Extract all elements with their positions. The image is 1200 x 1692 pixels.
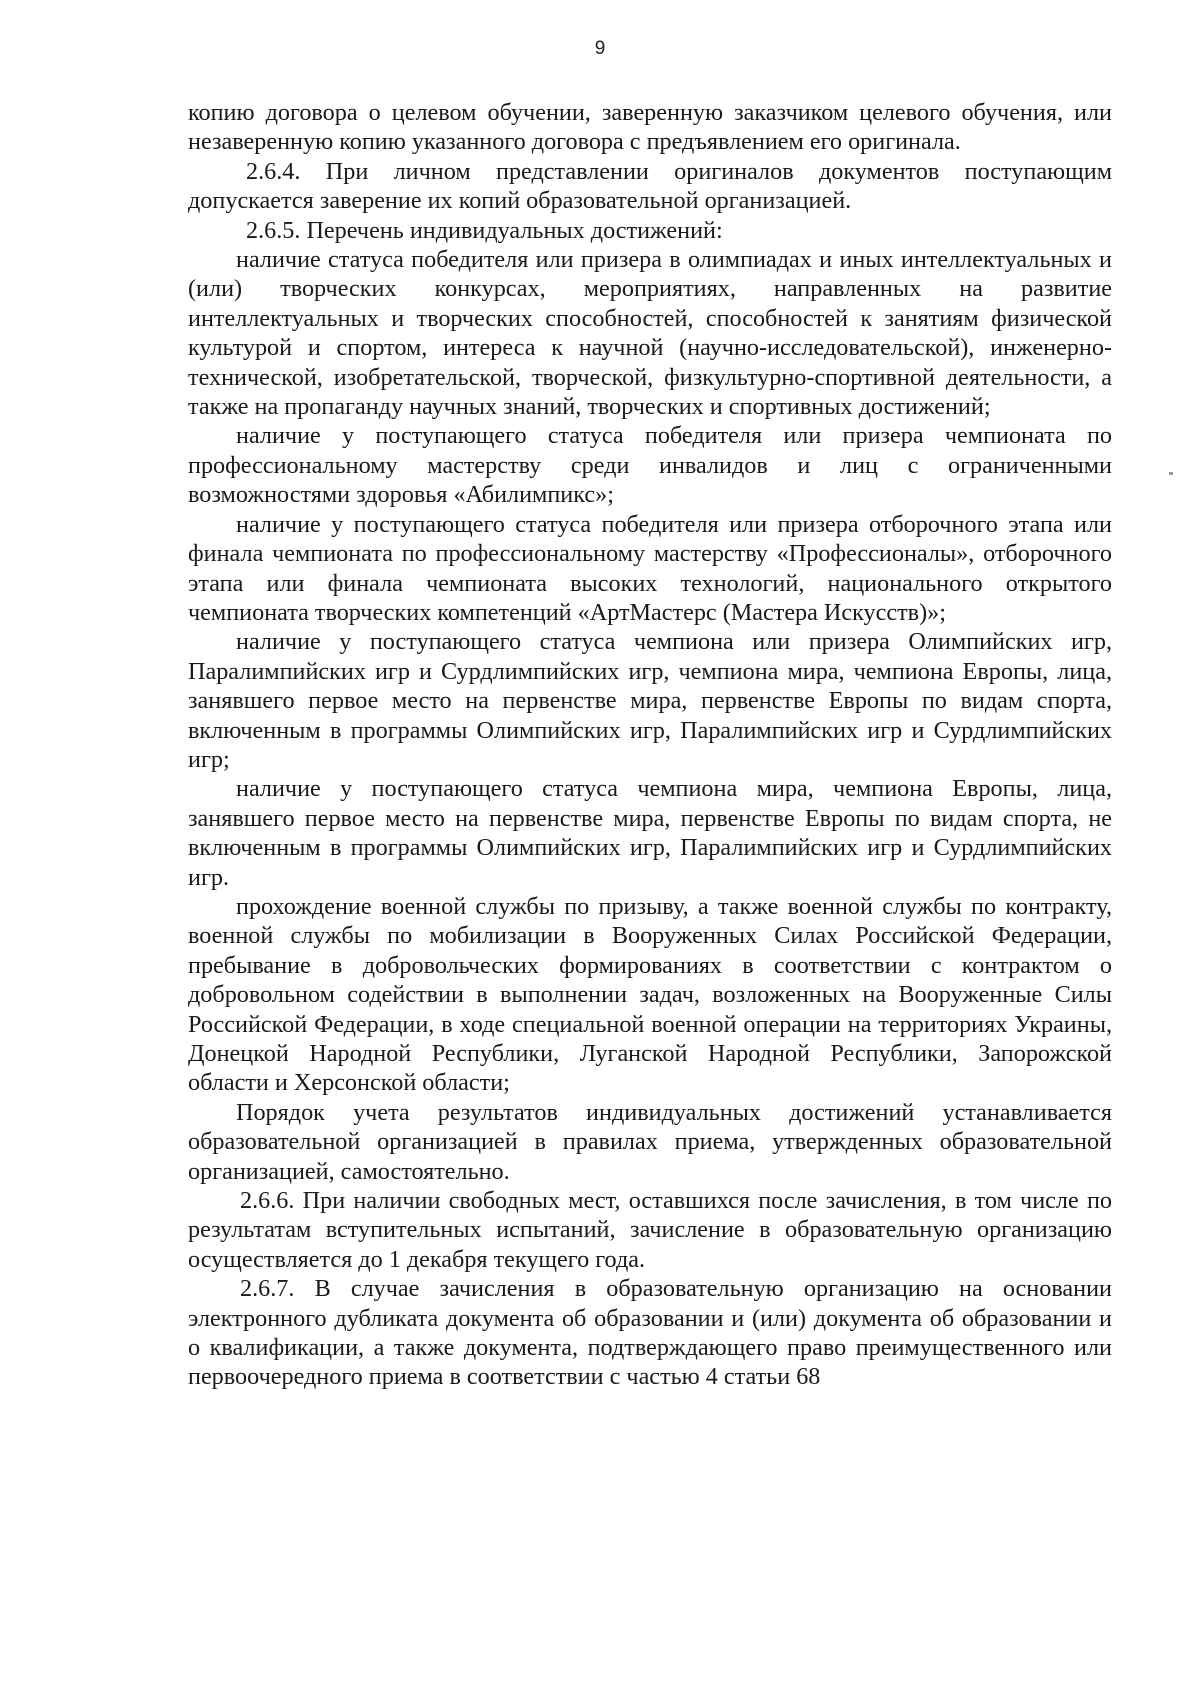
paragraph-continuation: копию договора о целевом обучении, заверенную заказчиком целевого обучения, или незаверенную копию указанного договора с предъявлением его оригинала. (188, 99, 1112, 156)
scan-artifact (1169, 472, 1173, 475)
list-item-abilympics: наличие у поступающего статуса победителя или призера чемпионата по профессиональному мастерству среди инвалидов и лиц с ограниченными возможностями здоровья «Абилимпикс»; (188, 422, 1112, 509)
list-item-world-champion: наличие у поступающего статуса чемпиона мира, чемпиона Европы, лица, занявшего первое место на первенстве мира, первенстве Европы по видам спорта, не включенным в программы Олимпийских игр, Паралимпийских игр и Сурдлимпийских игр. (188, 775, 1112, 891)
paragraph-2-6-7: 2.6.7. В случае зачисления в образовательную организацию на основании электронного дубликата документа об образовании и (или) документа об образовании и о квалификации, а также документа, подтверждающего право преимущественного или первоочередного приема в соответствии с частью 4 статьи 68 (188, 1275, 1112, 1391)
list-item-olympiads: наличие статуса победителя или призера в олимпиадах и иных интеллектуальных и (или) творческих конкурсах, мероприятиях, направленных на развитие интеллектуальных и творческих способностей, способностей к занятиям физической культурой и спортом, интереса к научной (научно-исследовательской), инженерно-технической, изобретательской, творческой, физкультурно-спортивной деятельности, а также на пропаганду научных знаний, творческих и спортивных достижений; (188, 246, 1112, 421)
paragraph-2-6-6: 2.6.6. При наличии свободных мест, оставшихся после зачисления, в том числе по результатам вступительных испытаний, зачисление в образовательную организацию осуществляется до 1 декабря текущего года. (188, 1187, 1112, 1273)
list-item-professionals: наличие у поступающего статуса победителя или призера отборочного этапа или финала чемпионата по профессиональному мастерству «Профессионалы», отборочного этапа или финала чемпионата высоких технологий, национального открытого чемпионата творческих компетенций «АртМастерс (Мастера Искусств)»; (188, 510, 1112, 626)
paragraph-accounting-order: Порядок учета результатов индивидуальных достижений устанавливается образовательной организацией в правилах приема, утвержденных образовательной организацией, самостоятельно. (188, 1098, 1112, 1185)
page-number: 9 (594, 38, 606, 59)
paragraph-2-6-4: 2.6.4. При личном представлении оригиналов документов поступающим допускается заверение их копий образовательной организацией. (188, 157, 1112, 215)
document-body (188, 98, 1112, 1392)
paragraph-2-6-5: 2.6.5. Перечень индивидуальных достижений: (246, 216, 723, 244)
list-item-military-service: прохождение военной службы по призыву, а также военной службы по контракту, военной службы по мобилизации в Вооруженных Силах Российской Федерации, пребывание в добровольческих формированиях в соответствии с контрактом о добровольном содействии в выполнении задач, возложенных на Вооруженные Силы Российской Федерации, в ходе специальной военной операции на территориях Украины, Донецкой Народной Республики, Луганской Народной Республики, Запорожской области и Херсонской области; (188, 892, 1112, 1097)
list-item-olympic-champion: наличие у поступающего статуса чемпиона или призера Олимпийских игр, Паралимпийских игр и Сурдлимпийских игр, чемпиона мира, чемпиона Европы, лица, занявшего первое место на первенстве мира, первенстве Европы по видам спорта, включенным в программы Олимпийских игр, Паралимпийских игр и Сурдлимпийских игр; (188, 628, 1112, 773)
